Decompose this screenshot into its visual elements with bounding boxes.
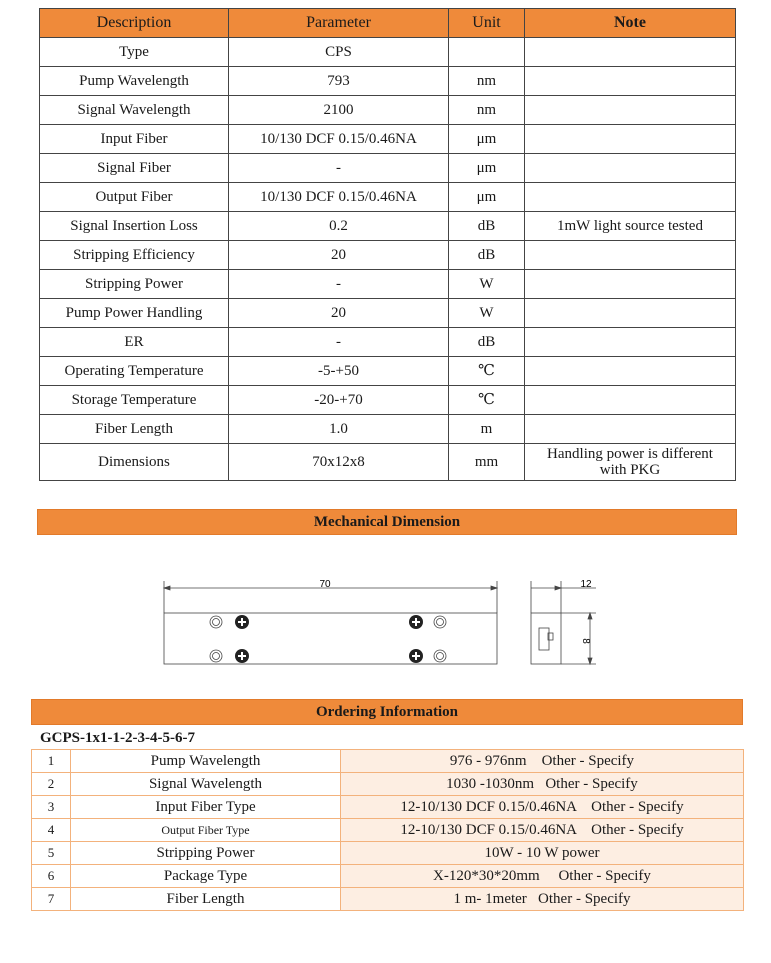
unit-cell: ℃ xyxy=(449,386,525,415)
parameter-cell: 1.0 xyxy=(229,415,449,444)
ordering-information-banner: Ordering Information xyxy=(31,699,743,725)
unit-cell: dB xyxy=(449,212,525,241)
parameter-cell: 10/130 DCF 0.15/0.46NA xyxy=(229,183,449,212)
table-row xyxy=(32,842,744,865)
description-cell: Signal Fiber xyxy=(40,154,229,183)
table-row xyxy=(40,241,736,270)
table-row xyxy=(40,67,736,96)
note-cell xyxy=(525,415,736,444)
note-line: Handling power is different xyxy=(547,446,713,462)
note-cell xyxy=(525,270,736,299)
description-cell: Pump Wavelength xyxy=(40,67,229,96)
unit-cell: W xyxy=(449,270,525,299)
description-cell: Stripping Efficiency xyxy=(40,241,229,270)
note-cell xyxy=(525,125,736,154)
table-row xyxy=(32,773,744,796)
option-label: Input Fiber Type xyxy=(71,796,341,819)
mount-hole-inner xyxy=(437,653,444,660)
parameter-cell: -5-+50 xyxy=(229,357,449,386)
note-cell xyxy=(525,386,736,415)
unit-cell: μm xyxy=(449,154,525,183)
ordering-table xyxy=(31,749,744,911)
option-value: 1 m- 1meter Other - Specify xyxy=(341,888,744,911)
table-row xyxy=(40,415,736,444)
mechanical-drawing xyxy=(150,575,610,675)
parameter-cell: CPS xyxy=(229,38,449,67)
spec-table xyxy=(39,8,736,481)
table-row xyxy=(32,819,744,842)
row-number: 1 xyxy=(32,750,71,773)
note-cell xyxy=(525,96,736,125)
mount-hole-inner xyxy=(213,653,220,660)
parameter-cell: 20 xyxy=(229,241,449,270)
unit-cell: W xyxy=(449,299,525,328)
parameter-cell: 20 xyxy=(229,299,449,328)
description-cell: Stripping Power xyxy=(40,270,229,299)
description-cell: Input Fiber xyxy=(40,125,229,154)
table-row xyxy=(40,270,736,299)
unit-cell: m xyxy=(449,415,525,444)
note-cell xyxy=(525,154,736,183)
unit-cell xyxy=(449,38,525,67)
unit-cell: nm xyxy=(449,67,525,96)
row-number: 2 xyxy=(32,773,71,796)
note-cell xyxy=(525,357,736,386)
row-number: 4 xyxy=(32,819,71,842)
table-row xyxy=(40,38,736,67)
description-cell: Storage Temperature xyxy=(40,386,229,415)
spec-header-row xyxy=(40,9,736,38)
parameter-cell: -20-+70 xyxy=(229,386,449,415)
option-label: Output Fiber Type xyxy=(71,819,341,842)
row-number: 6 xyxy=(32,865,71,888)
parameter-cell: 10/130 DCF 0.15/0.46NA xyxy=(229,125,449,154)
row-number: 7 xyxy=(32,888,71,911)
option-value: 10W - 10 W power xyxy=(341,842,744,865)
option-value: 976 - 976nm Other - Specify xyxy=(341,750,744,773)
note-cell xyxy=(525,444,736,481)
side-view-port xyxy=(539,628,549,650)
mount-hole-inner xyxy=(213,619,220,626)
parameter-cell: 0.2 xyxy=(229,212,449,241)
description-cell: Signal Insertion Loss xyxy=(40,212,229,241)
parameter-cell: - xyxy=(229,154,449,183)
table-row xyxy=(40,154,736,183)
option-label: Fiber Length xyxy=(71,888,341,911)
unit-cell: ℃ xyxy=(449,357,525,386)
option-label: Stripping Power xyxy=(71,842,341,865)
arrow-left xyxy=(164,586,170,590)
note-cell xyxy=(525,328,736,357)
option-label: Package Type xyxy=(71,865,341,888)
option-value: 12-10/130 DCF 0.15/0.46NA Other - Specify xyxy=(341,796,744,819)
option-label: Signal Wavelength xyxy=(71,773,341,796)
parameter-cell: - xyxy=(229,270,449,299)
header-note: Note xyxy=(525,9,736,38)
option-value: X-120*30*20mm Other - Specify xyxy=(341,865,744,888)
arrow-right xyxy=(491,586,497,590)
note-cell xyxy=(525,67,736,96)
mount-hole xyxy=(210,650,222,662)
table-row xyxy=(40,96,736,125)
row-number: 3 xyxy=(32,796,71,819)
screw-icons xyxy=(235,615,423,663)
unit-cell: mm xyxy=(449,444,525,481)
parameter-cell: 70x12x8 xyxy=(229,444,449,481)
description-cell: Type xyxy=(40,38,229,67)
note-cell xyxy=(525,38,736,67)
note-cell xyxy=(525,299,736,328)
option-value: 12-10/130 DCF 0.15/0.46NA Other - Specify xyxy=(341,819,744,842)
table-row xyxy=(40,328,736,357)
unit-cell: nm xyxy=(449,96,525,125)
table-row xyxy=(32,865,744,888)
ordering-code: GCPS-1x1-1-2-3-4-5-6-7 xyxy=(40,730,195,746)
table-row xyxy=(32,750,744,773)
mount-hole-inner xyxy=(437,619,444,626)
body-rect xyxy=(164,613,497,664)
mount-hole xyxy=(434,650,446,662)
parameter-cell: 2100 xyxy=(229,96,449,125)
note-line: with PKG xyxy=(599,462,661,478)
row-number: 5 xyxy=(32,842,71,865)
parameter-cell: 793 xyxy=(229,67,449,96)
header-description: Description xyxy=(40,9,229,38)
mount-hole xyxy=(210,616,222,628)
table-row xyxy=(32,796,744,819)
length-label: 70 xyxy=(319,579,331,590)
unit-cell: dB xyxy=(449,241,525,270)
height-label: 8 xyxy=(580,638,591,644)
description-cell: Output Fiber xyxy=(40,183,229,212)
mount-hole xyxy=(434,616,446,628)
width-label: 12 xyxy=(580,579,592,590)
unit-cell: μm xyxy=(449,183,525,212)
header-unit: Unit xyxy=(449,9,525,38)
table-row xyxy=(40,357,736,386)
note-cell xyxy=(525,183,736,212)
option-label: Pump Wavelength xyxy=(71,750,341,773)
table-row xyxy=(40,183,736,212)
description-cell: Operating Temperature xyxy=(40,357,229,386)
description-cell: Pump Power Handling xyxy=(40,299,229,328)
table-row xyxy=(40,125,736,154)
table-row xyxy=(40,212,736,241)
table-row xyxy=(40,386,736,415)
description-cell: Dimensions xyxy=(40,444,229,481)
table-row xyxy=(40,444,736,481)
parameter-cell: - xyxy=(229,328,449,357)
note-cell: 1mW light source tested xyxy=(525,212,736,241)
table-row xyxy=(40,299,736,328)
mechanical-dimension-banner: Mechanical Dimension xyxy=(37,509,737,535)
side-view-rect xyxy=(531,613,561,664)
description-cell: Fiber Length xyxy=(40,415,229,444)
unit-cell: μm xyxy=(449,125,525,154)
note-cell xyxy=(525,241,736,270)
table-row xyxy=(32,888,744,911)
unit-cell: dB xyxy=(449,328,525,357)
option-value: 1030 -1030nm Other - Specify xyxy=(341,773,744,796)
header-parameter: Parameter xyxy=(229,9,449,38)
description-cell: ER xyxy=(40,328,229,357)
description-cell: Signal Wavelength xyxy=(40,96,229,125)
